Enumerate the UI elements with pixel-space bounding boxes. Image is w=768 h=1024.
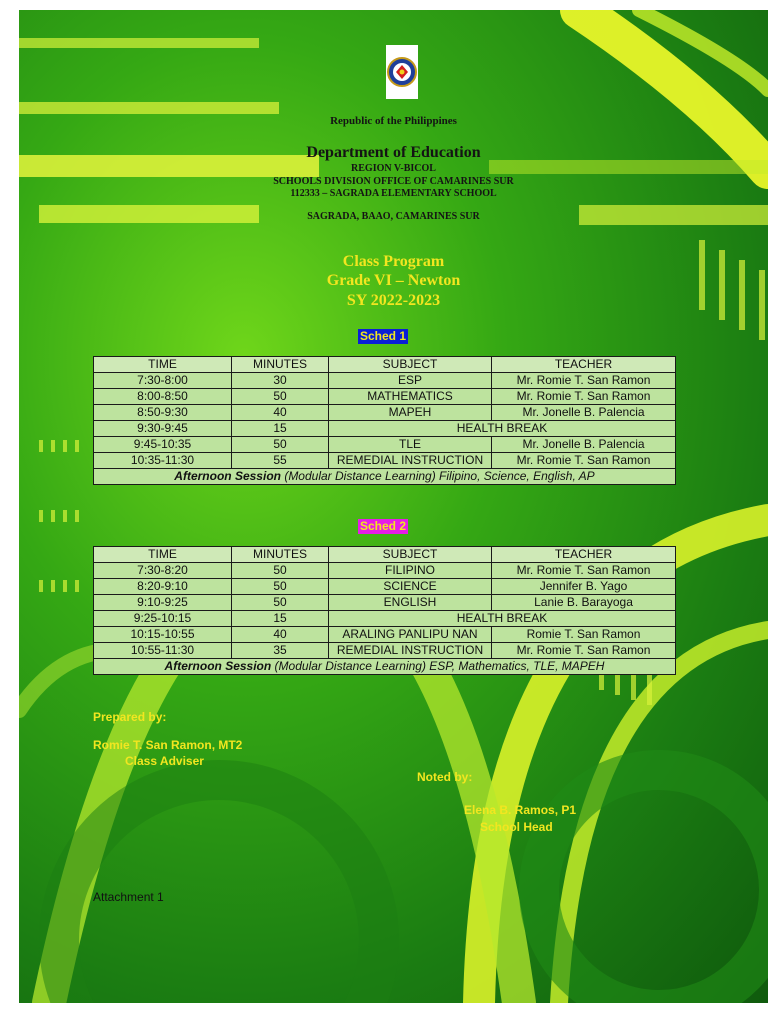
table-row (94, 595, 676, 611)
note-text: (Modular Distance Learning) Filipino, Science, English, AP (280, 469, 595, 483)
address-line: SAGRADA, BAAO, CAMARINES SUR (307, 211, 480, 222)
minutes-cell: 50 (232, 563, 329, 579)
subject-cell: TLE (329, 437, 492, 453)
teacher-cell: Mr. Jonelle B. Palencia (492, 405, 676, 421)
time-cell: 8:50-9:30 (94, 405, 232, 421)
subject-cell: REMEDIAL INSTRUCTION (329, 453, 492, 469)
time-cell: 8:00-8:50 (94, 389, 232, 405)
minutes-cell: 55 (232, 453, 329, 469)
division-line: SCHOOLS DIVISION OFFICE OF CAMARINES SUR (273, 176, 514, 187)
subject-cell: ESP (329, 373, 492, 389)
subject-cell: REMEDIAL INSTRUCTION (329, 643, 492, 659)
note-bold: Afternoon Session (164, 659, 272, 673)
time-cell: 9:10-9:25 (94, 595, 232, 611)
teacher-cell: Jennifer B. Yago (492, 579, 676, 595)
table-row (94, 579, 676, 595)
health-break-cell: HEALTH BREAK (329, 611, 676, 627)
subject-cell: ENGLISH (329, 595, 492, 611)
sched-1-table (93, 356, 676, 485)
afternoon-note-row (94, 469, 676, 485)
minutes-cell: 15 (232, 421, 329, 437)
minutes-cell: 50 (232, 437, 329, 453)
table-row (94, 643, 676, 659)
teacher-cell: Mr. Jonelle B. Palencia (492, 437, 676, 453)
sched-2-label: Sched 2 (360, 519, 407, 533)
table-row-break (94, 421, 676, 437)
subject-cell: SCIENCE (329, 579, 492, 595)
minutes-cell: 50 (232, 595, 329, 611)
time-cell: 9:45-10:35 (94, 437, 232, 453)
table-header-row (94, 547, 676, 563)
teacher-cell: Mr. Romie T. San Ramon (492, 563, 676, 579)
table-row (94, 405, 676, 421)
minutes-cell: 30 (232, 373, 329, 389)
table-row-break (94, 611, 676, 627)
teacher-cell: Romie T. San Ramon (492, 627, 676, 643)
program-title: Class Program (342, 253, 445, 270)
col-minutes: MINUTES (232, 357, 329, 373)
subject-cell: MAPEH (329, 405, 492, 421)
table-header-row (94, 357, 676, 373)
col-teacher: TEACHER (492, 547, 676, 563)
minutes-cell: 15 (232, 611, 329, 627)
prepared-by-role: Class Adviser (125, 754, 204, 768)
minutes-cell: 40 (232, 405, 329, 421)
col-subject: SUBJECT (329, 547, 492, 563)
table-row (94, 453, 676, 469)
note-bold: Afternoon Session (174, 469, 281, 483)
time-cell: 9:25-10:15 (94, 611, 232, 627)
table-row (94, 627, 676, 643)
teacher-cell: Mr. Romie T. San Ramon (492, 373, 676, 389)
table-row (94, 563, 676, 579)
subject-cell: FILIPINO (329, 563, 492, 579)
time-cell: 10:15-10:55 (94, 627, 232, 643)
col-subject: SUBJECT (329, 357, 492, 373)
school-line: 112333 – SAGRADA ELEMENTARY SCHOOL (290, 188, 497, 199)
afternoon-note (94, 469, 676, 485)
col-time: TIME (94, 357, 232, 373)
sched-1-label: Sched 1 (360, 329, 407, 343)
deped-seal-icon (386, 45, 418, 99)
document-page (19, 10, 768, 1003)
region-line: REGION V-BICOL (351, 163, 436, 174)
teacher-cell: Mr. Romie T. San Ramon (492, 453, 676, 469)
health-break-cell: HEALTH BREAK (329, 421, 676, 437)
minutes-cell: 35 (232, 643, 329, 659)
note-text: (Modular Distance Learning) ESP, Mathematics, TLE, MAPEH (271, 659, 605, 673)
teacher-cell: Mr. Romie T. San Ramon (492, 389, 676, 405)
republic-line: Republic of the Philippines (330, 115, 457, 127)
noted-by-label: Noted by: (417, 770, 473, 784)
prepared-by-name: Romie T. San Ramon, MT2 (93, 738, 243, 752)
minutes-cell: 50 (232, 389, 329, 405)
attachment-label: Attachment 1 (93, 890, 164, 904)
noted-by-name: Elena B. Ramos, P1 (464, 803, 577, 817)
time-cell: 9:30-9:45 (94, 421, 232, 437)
subject-cell: ARALING PANLIPU NAN (329, 627, 492, 643)
grade-section: Grade VI – Newton (326, 272, 461, 289)
time-cell: 7:30-8:20 (94, 563, 232, 579)
teacher-cell: Mr. Romie T. San Ramon (492, 643, 676, 659)
col-teacher: TEACHER (492, 357, 676, 373)
afternoon-note (94, 659, 676, 675)
time-cell: 10:55-11:30 (94, 643, 232, 659)
teacher-cell: Lanie B. Barayoga (492, 595, 676, 611)
sched-2-table (93, 546, 676, 675)
school-year: SY 2022-2023 (346, 292, 441, 309)
afternoon-note-row (94, 659, 676, 675)
time-cell: 7:30-8:00 (94, 373, 232, 389)
time-cell: 8:20-9:10 (94, 579, 232, 595)
department-title: Department of Education (306, 144, 481, 161)
prepared-by-label: Prepared by: (93, 710, 167, 724)
time-cell: 10:35-11:30 (94, 453, 232, 469)
table-row (94, 437, 676, 453)
table-row (94, 373, 676, 389)
minutes-cell: 50 (232, 579, 329, 595)
minutes-cell: 40 (232, 627, 329, 643)
col-minutes: MINUTES (232, 547, 329, 563)
subject-cell: MATHEMATICS (329, 389, 492, 405)
table-row (94, 389, 676, 405)
noted-by-role: School Head (480, 820, 553, 834)
col-time: TIME (94, 547, 232, 563)
